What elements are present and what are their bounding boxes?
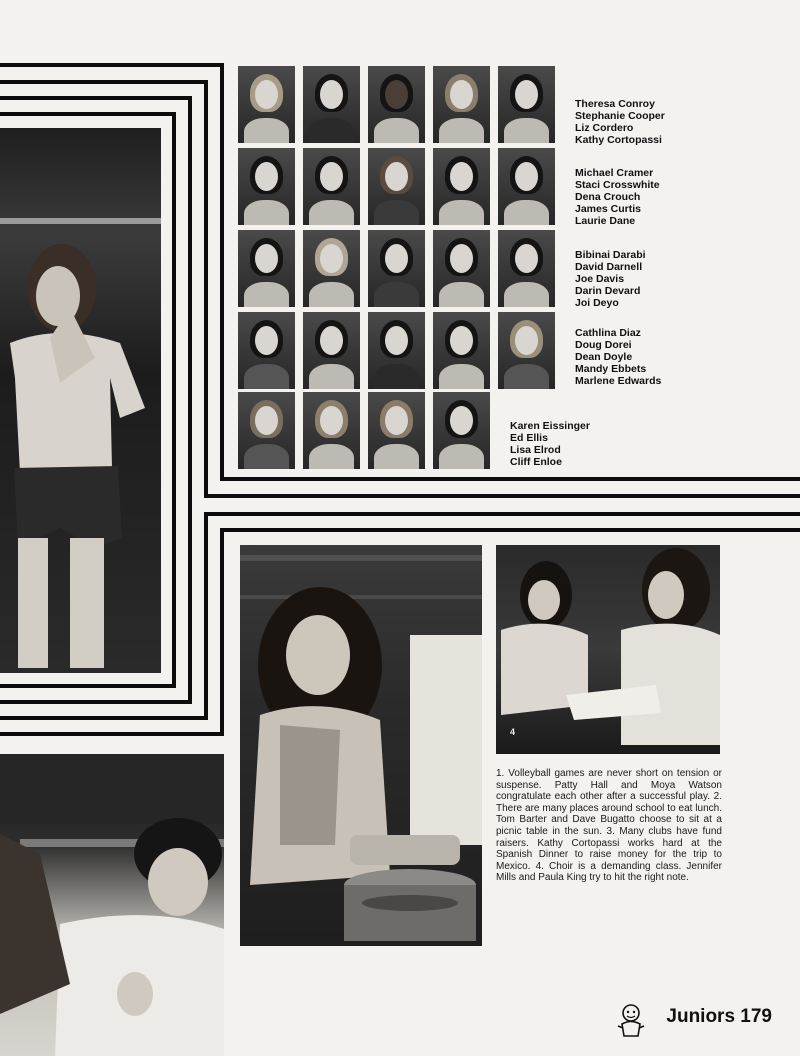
photo-spanish-dinner	[240, 545, 482, 946]
portrait	[368, 312, 425, 389]
portrait	[368, 230, 425, 307]
name-list-row-2	[575, 167, 660, 227]
student-name: Liz Cordero	[575, 122, 634, 134]
portrait	[238, 392, 295, 469]
portrait	[433, 66, 490, 143]
student-name: Kathy Cortopassi	[575, 134, 662, 146]
portrait	[368, 148, 425, 225]
name-list-row-1	[575, 98, 665, 146]
portrait	[238, 148, 295, 225]
student-name: Dean Doyle	[575, 351, 633, 363]
student-name: Doug Dorei	[575, 339, 632, 351]
name-list-row-5	[510, 420, 590, 468]
dinner-server-figure	[240, 545, 482, 946]
photo-lunch	[0, 754, 224, 1056]
photo-volleyball	[0, 128, 161, 673]
photo-captions: 1. Volleyball games are never short on tension or suspense. Patty Hall and Moya Watson congratulate each other after a successful play. 2. There are many places around school to eat lunch. Tom Barter and Dave Bugatto choose to sit at a picnic table in the sun. 3. Many clubs have fund raisers. Kathy Cortopassi works hard at the Spanish Dinner to raise money for the trip to Mexico. 4. Choir is a demanding class. Jennifer Mills and Paula King try to hit the right note.	[496, 768, 722, 884]
portrait	[238, 312, 295, 389]
page-number: 179	[740, 1006, 772, 1027]
portrait	[303, 66, 360, 143]
student-name: Stephanie Cooper	[575, 110, 665, 122]
name-list-row-4	[575, 327, 661, 387]
student-name: Karen Eissinger	[510, 420, 590, 432]
student-name: Michael Cramer	[575, 167, 654, 179]
student-name: Staci Crosswhite	[575, 179, 660, 191]
student-name: Joe Davis	[575, 273, 625, 285]
portrait	[433, 230, 490, 307]
student-name: James Curtis	[575, 203, 641, 215]
portrait	[433, 392, 490, 469]
portrait	[498, 230, 555, 307]
portrait	[368, 392, 425, 469]
student-name: Theresa Conroy	[575, 98, 655, 110]
student-name: Lisa Elrod	[510, 444, 561, 456]
photo-number-4: 4	[510, 727, 516, 737]
portrait	[303, 392, 360, 469]
student-name: Ed Ellis	[510, 432, 548, 444]
student-name: Cliff Enloe	[510, 456, 562, 468]
student-name: David Darnell	[575, 261, 643, 273]
student-name: Joi Deyo	[575, 297, 619, 309]
photo-choir	[496, 545, 720, 754]
choir-students-figure	[496, 545, 720, 754]
portrait	[498, 148, 555, 225]
portrait	[303, 312, 360, 389]
volleyball-player-figure	[0, 128, 161, 673]
mascot-logo-icon	[614, 1002, 648, 1038]
student-name: Cathlina Diaz	[575, 327, 641, 339]
portrait	[238, 66, 295, 143]
portrait	[498, 312, 555, 389]
student-name: Darin Devard	[575, 285, 641, 297]
portrait	[303, 230, 360, 307]
section-title: Juniors	[666, 1006, 736, 1027]
portrait-grid	[238, 66, 561, 468]
student-name: Bibinai Darabi	[575, 249, 646, 261]
name-list-row-3	[575, 249, 646, 309]
portrait	[303, 148, 360, 225]
lunch-students-figure	[0, 754, 224, 1056]
student-name: Laurie Dane	[575, 215, 636, 227]
portrait	[368, 66, 425, 143]
portrait	[238, 230, 295, 307]
portrait	[433, 148, 490, 225]
student-name: Dena Crouch	[575, 191, 641, 203]
student-name: Mandy Ebbets	[575, 363, 647, 375]
portrait	[498, 66, 555, 143]
portrait	[433, 312, 490, 389]
student-name: Marlene Edwards	[575, 375, 662, 387]
page-folio	[666, 1006, 772, 1028]
